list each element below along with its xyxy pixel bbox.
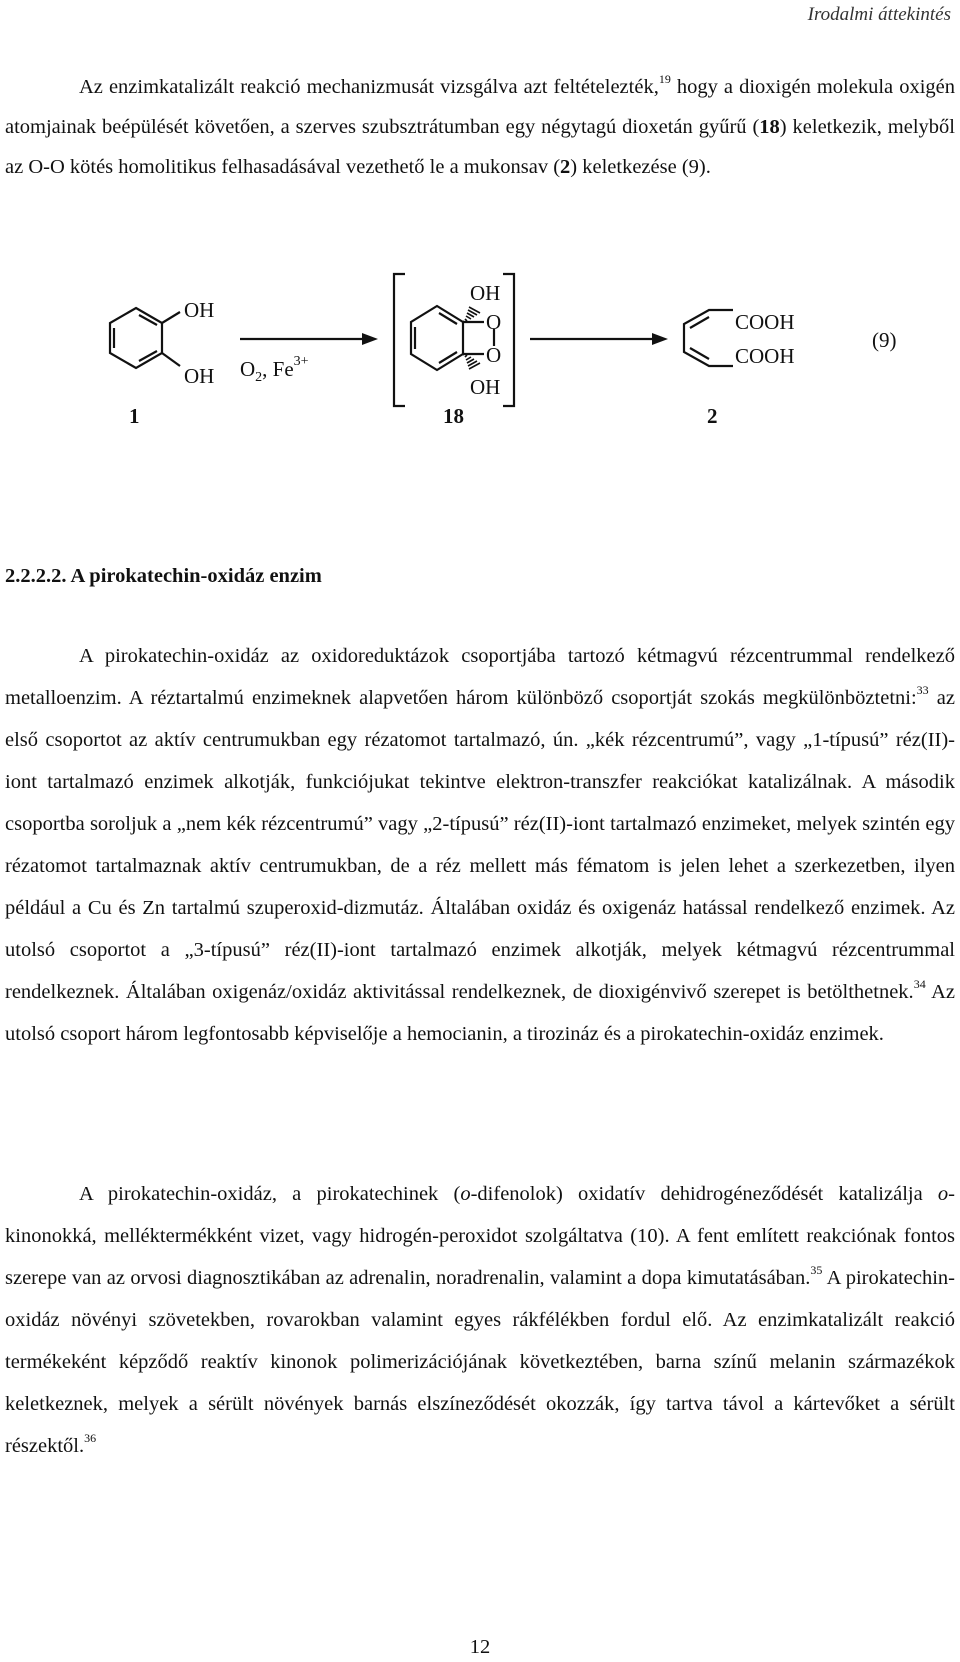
reaction-scheme <box>0 262 960 442</box>
compound-18-o-top: O <box>486 310 502 334</box>
running-header: Irodalmi áttekintés <box>807 4 951 25</box>
compound-label-1: 1 <box>129 404 140 428</box>
citation-36: 36 <box>84 1431 97 1445</box>
citation-33: 33 <box>916 683 929 697</box>
citation-34: 34 <box>913 977 926 991</box>
compound-ref-18: 18 <box>759 116 780 138</box>
compound-2-cooh-top: COOH <box>735 310 795 334</box>
compound-18-o-bottom: O <box>486 343 502 367</box>
ring-18 <box>411 306 463 370</box>
compound-1-oh-bottom: OH <box>184 364 215 388</box>
paragraph-catechol-oxidase: A pirokatechin-oxidáz, a pirokatechinek (o-difenolok) oxidatív dehidrogéneződését katalizálja o-kinonokká, melléktermékként vizet, vagy hidrogén-peroxidot szolgáltatva (10). A fent említett reakciónak fontos szerepe van az orvosi diagnosztikában az adrenalin, noradrenalin, valamint a dopa kimutatásában.$^{35}$ A pirokatechin-oxidáz növényi szövetekben, rovarokban valamint egyes rákfélékben fordul elő. Az enzimkatalizált reakció termékeként képződő reaktív kinonok polimerizációjának következtében, barna színű melanin származékok keletkeznek, melyek a sérült növények barnás elszíneződését okozzák, így tartva távol a kártevőket a sérült részektől.$^{36}$ <box>5 1183 955 1457</box>
compound-label-18: 18 <box>443 404 464 428</box>
compound-2-cooh-bottom: COOH <box>735 344 795 368</box>
compound-1-oh-top: OH <box>184 298 215 322</box>
page-number: 12 <box>469 1636 491 1658</box>
compound-18-oh-top: OH <box>470 281 501 305</box>
reagent-label: $O_2$, $Fe^{3+}$ <box>240 354 309 385</box>
citation-19: 19 <box>658 72 671 86</box>
compound-ref-2: 2 <box>560 156 571 178</box>
bracket-left <box>394 274 405 406</box>
equation-number: (9) <box>872 328 897 352</box>
citation-35: 35 <box>810 1263 823 1277</box>
bracket-right <box>503 274 514 406</box>
paragraph-mechanism: Az enzimkatalizált reakció mechanizmusát vizsgálva azt feltételezték,$^{19}$ hogy a dioxigén molekula oxigén atomjainak beépülését követően, a szerves szubsztrátumban egy négytagú dioxetán gyűrű (18) keletkezik, melyből az O-O kötés homolitikus felhasadásával vezethető le a mukonsav (2) keletkezése (9). <box>5 72 955 178</box>
section-heading: 2.2.2.2. A pirokatechin-oxidáz enzim <box>5 565 322 587</box>
benzene-ring-1 <box>110 308 162 368</box>
paragraph-copper-enzymes: A pirokatechin-oxidáz az oxidoreduktázok csoportjába tartozó kétmagvú rézcentrummal rendelkező metalloenzim. A réztartalmú enzimeknek alapvetően három különböző csoportját szokás megkülönböztetni:$^{33}$ az első csoportot az aktív centrumukban egy rézatomot tartalmazó, ún. „kék rézcentrumú”, vagy „1-típusú” réz(II)-iont tartalmazó enzimek alkotják, funkciójukat tekintve elektron-transzfer reakciókat katalizálnak. A második csoportba soroljuk a „nem kék rézcentrumú” vagy „2-típusú” réz(II)-iont tartalmazó enzimeket, melyek szintén egy rézatomot tartalmaznak aktív centrumukban, de a réz mellett más fématom is jelen lehet a szerkezetben, ilyen például a Cu és Zn tartalmú szuperoxid-dizmutáz. Általában oxidáz és oxigenáz hatással rendelkező enzimek. Az utolsó csoportot a „3-típusú” réz(II)-iont tartalmazó enzimek alkotják, melyek kétmagvú rézcentrummal rendelkeznek. Általában oxigenáz/oxidáz aktivitással rendelkeznek, de dioxigénvivő szerepet is betölthetnek.$^{34}$ Az utolsó csoport három legfontosabb képviselője a hemocianin, a tirozináz és a pirokatechin-oxidáz enzimek. <box>5 645 955 1045</box>
compound-18-oh-bottom: OH <box>470 375 501 399</box>
compound-label-2: 2 <box>707 404 718 428</box>
